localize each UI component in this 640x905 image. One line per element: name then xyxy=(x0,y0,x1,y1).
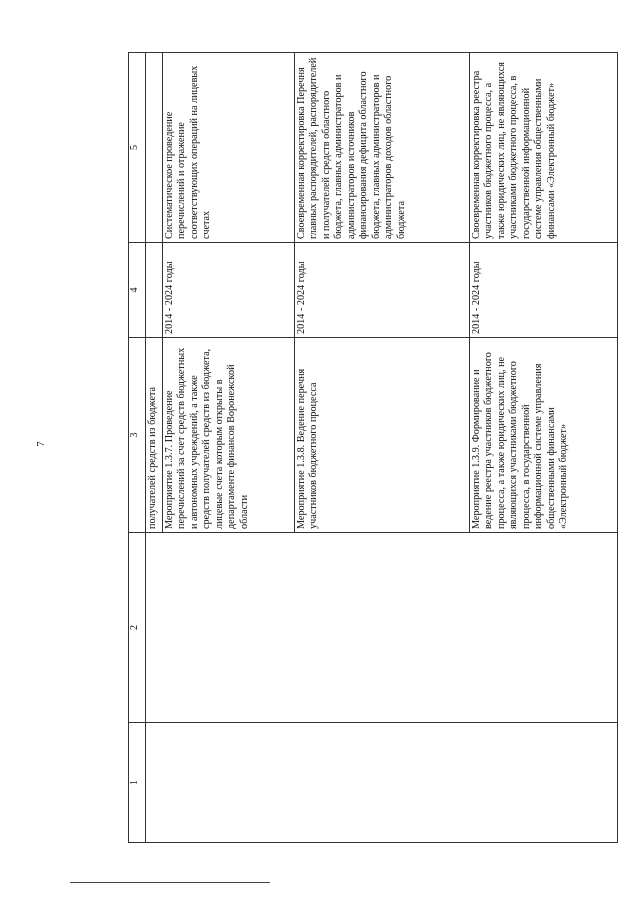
header-col-1: 1 xyxy=(129,723,146,843)
result-cell: Своевременная корректировка реестра участников бюджетного процесса, а также юридических лиц, не являющихся участниками бюджетного процесса, в государственной информационной системе управления общественными финансами «Электронный бюджет» xyxy=(470,53,618,243)
footnote-divider xyxy=(70,882,270,883)
header-col-5: 5 xyxy=(129,53,146,243)
cell-col-2 xyxy=(146,533,618,723)
table-rotated-wrapper xyxy=(128,53,613,843)
measure-cell: Мероприятие 1.3.9. Формирование и ведение реестра участников бюджетного процесса, а также юридических лиц, не являющихся участниками бюджетного процесса, в государственной информационной системе управления общественными финансами «Электронный бюджет» xyxy=(470,338,618,533)
page-number: 7 xyxy=(34,441,47,447)
cell-col-1 xyxy=(146,723,618,843)
period-cell: 2014 - 2024 годы xyxy=(163,243,295,338)
period-cell: 2014 - 2024 годы xyxy=(470,243,618,338)
header-col-2: 2 xyxy=(129,533,146,723)
result-cell: Своевременная корректировка Перечня главных распорядителей, распорядителей и получателей средств областного бюджета, главных администраторов и администраторов источников финансирования дефицита областного бюджета, главных администраторов и администраторов доходов областного бюджета xyxy=(295,53,470,243)
cell-col-5 xyxy=(146,53,163,243)
period-cell: 2014 - 2024 годы xyxy=(295,243,470,338)
header-col-3: 3 xyxy=(129,338,146,533)
result-cell: Систематическое проведение перечислений и отражение соответствующих операций на лицевых счетах xyxy=(163,53,295,243)
header-col-4: 4 xyxy=(129,243,146,338)
measure-cell: Мероприятие 1.3.7. Проведение перечислений за счет средств бюджетных и автономных учреждений, а также средств получателей средств из бюджета, лицевые счета которым открыты в департаменте финансов Воронежской области xyxy=(163,338,295,533)
continuation-text: получателей средств из бюджета xyxy=(146,338,163,533)
measure-cell: Мероприятие 1.3.8. Ведение перечня участников бюджетного процесса xyxy=(295,338,470,533)
header-row xyxy=(129,53,146,843)
table-row-continuation xyxy=(146,53,163,843)
program-measures-table xyxy=(128,52,618,843)
cell-col-4 xyxy=(146,243,163,338)
